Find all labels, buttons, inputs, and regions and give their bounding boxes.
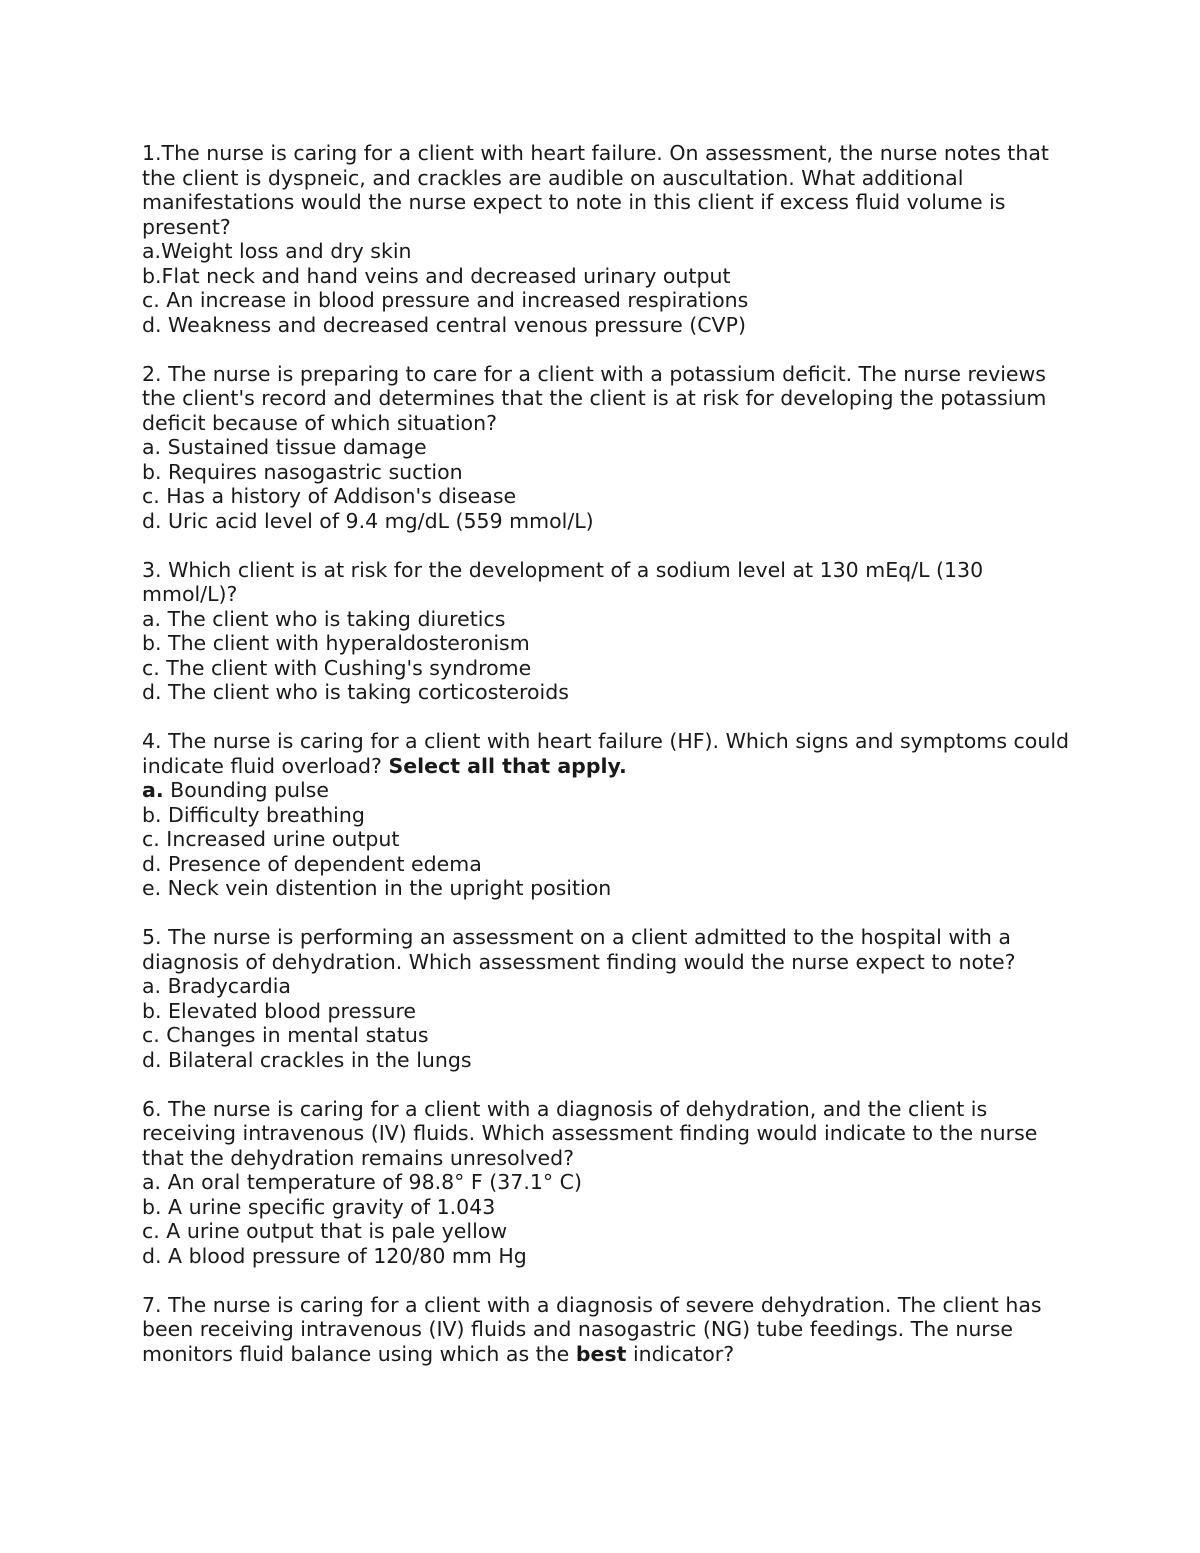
answer-option: b. The client with hyperaldosteronism bbox=[142, 631, 530, 655]
answer-option: c. A urine output that is pale yellow bbox=[142, 1219, 508, 1243]
question-stem-text: 4. The nurse is caring for a client with heart failure (HF). Which signs and symptoms could indicate fluid overload? bbox=[142, 729, 1070, 778]
answer-option: c. Has a history of Addison's disease bbox=[142, 484, 517, 508]
question-1 bbox=[142, 141, 1072, 337]
answer-option: d. The client who is taking corticosteroids bbox=[142, 680, 569, 704]
option-text: Bounding pulse bbox=[170, 778, 329, 802]
answer-option: a.Weight loss and dry skin bbox=[142, 239, 412, 263]
answer-option bbox=[142, 778, 1072, 803]
question-stem: 3. Which client is at risk for the development of a sodium level at 130 mEq/L (130 mmol/L)? bbox=[142, 557, 984, 606]
answer-option: c. The client with Cushing's syndrome bbox=[142, 655, 532, 680]
question-3 bbox=[142, 558, 1072, 705]
question-7 bbox=[142, 1293, 1072, 1367]
answer-option: d. Uric acid level of 9.4 mg/dL (559 mmol/L) bbox=[142, 508, 594, 533]
answer-option: c. Changes in mental status bbox=[142, 1023, 429, 1047]
question-stem-text-end: indicator? bbox=[632, 1341, 735, 1366]
answer-option: a. The client who is taking diuretics bbox=[142, 606, 506, 631]
question-5 bbox=[142, 925, 1072, 1072]
answer-option: b.Flat neck and hand veins and decreased urinary output bbox=[142, 263, 731, 288]
answer-option: b. Difficulty breathing bbox=[142, 802, 365, 827]
emphasis-best: best bbox=[575, 1341, 627, 1366]
answer-option: b. Requires nasogastric suction bbox=[142, 459, 463, 484]
question-stem bbox=[142, 1293, 1072, 1367]
answer-option: a. Bradycardia bbox=[142, 974, 291, 998]
question-stem-text: 7. The nurse is caring for a client with a diagnosis of severe dehydration. The client has been receiving intravenous (IV) fluids and nasogastric (NG) tube feedings. The nurse monitors fluid balance using which as the bbox=[142, 1292, 1042, 1366]
answer-option: d. Weakness and decreased central venous pressure (CVP) bbox=[142, 312, 746, 337]
question-2 bbox=[142, 362, 1072, 534]
answer-option: c. An increase in blood pressure and increased respirations bbox=[142, 288, 749, 312]
question-6 bbox=[142, 1097, 1072, 1269]
answer-option: b. A urine specific gravity of 1.043 bbox=[142, 1194, 496, 1219]
question-stem: 1.The nurse is caring for a client with heart failure. On assessment, the nurse notes that the client is dyspneic, and crackles are audible on auscultation. What additional manifestations would the nurse expect to note in this client if excess fluid volume is present? bbox=[142, 141, 1049, 239]
question-stem bbox=[142, 729, 1072, 778]
answer-option: d. Bilateral crackles in the lungs bbox=[142, 1047, 472, 1072]
option-letter: a. bbox=[142, 778, 164, 802]
answer-option: c. Increased urine output bbox=[142, 827, 400, 851]
select-all-instruction: Select all that apply. bbox=[388, 753, 627, 778]
answer-option: a. Sustained tissue damage bbox=[142, 435, 427, 459]
answer-option: d. Presence of dependent edema bbox=[142, 851, 482, 876]
question-stem: 5. The nurse is performing an assessment on a client admitted to the hospital with a diagnosis of dehydration. Which assessment finding would the nurse expect to note? bbox=[142, 925, 1016, 974]
question-stem: 6. The nurse is caring for a client with a diagnosis of dehydration, and the client is receiving intravenous (IV) fluids. Which assessment finding would indicate to the nurse that the dehydration remains unresolved? bbox=[142, 1096, 1038, 1170]
answer-option: b. Elevated blood pressure bbox=[142, 998, 417, 1023]
answer-option: d. A blood pressure of 120/80 mm Hg bbox=[142, 1243, 527, 1268]
question-4 bbox=[142, 729, 1072, 901]
answer-option: a. An oral temperature of 98.8° F (37.1° C) bbox=[142, 1170, 582, 1194]
document-page bbox=[142, 141, 1072, 1391]
question-stem: 2. The nurse is preparing to care for a client with a potassium deficit. The nurse reviews the client's record and determines that the client is at risk for developing the potassium deficit because of which situation? bbox=[142, 361, 1047, 435]
answer-option: e. Neck vein distention in the upright position bbox=[142, 876, 612, 900]
